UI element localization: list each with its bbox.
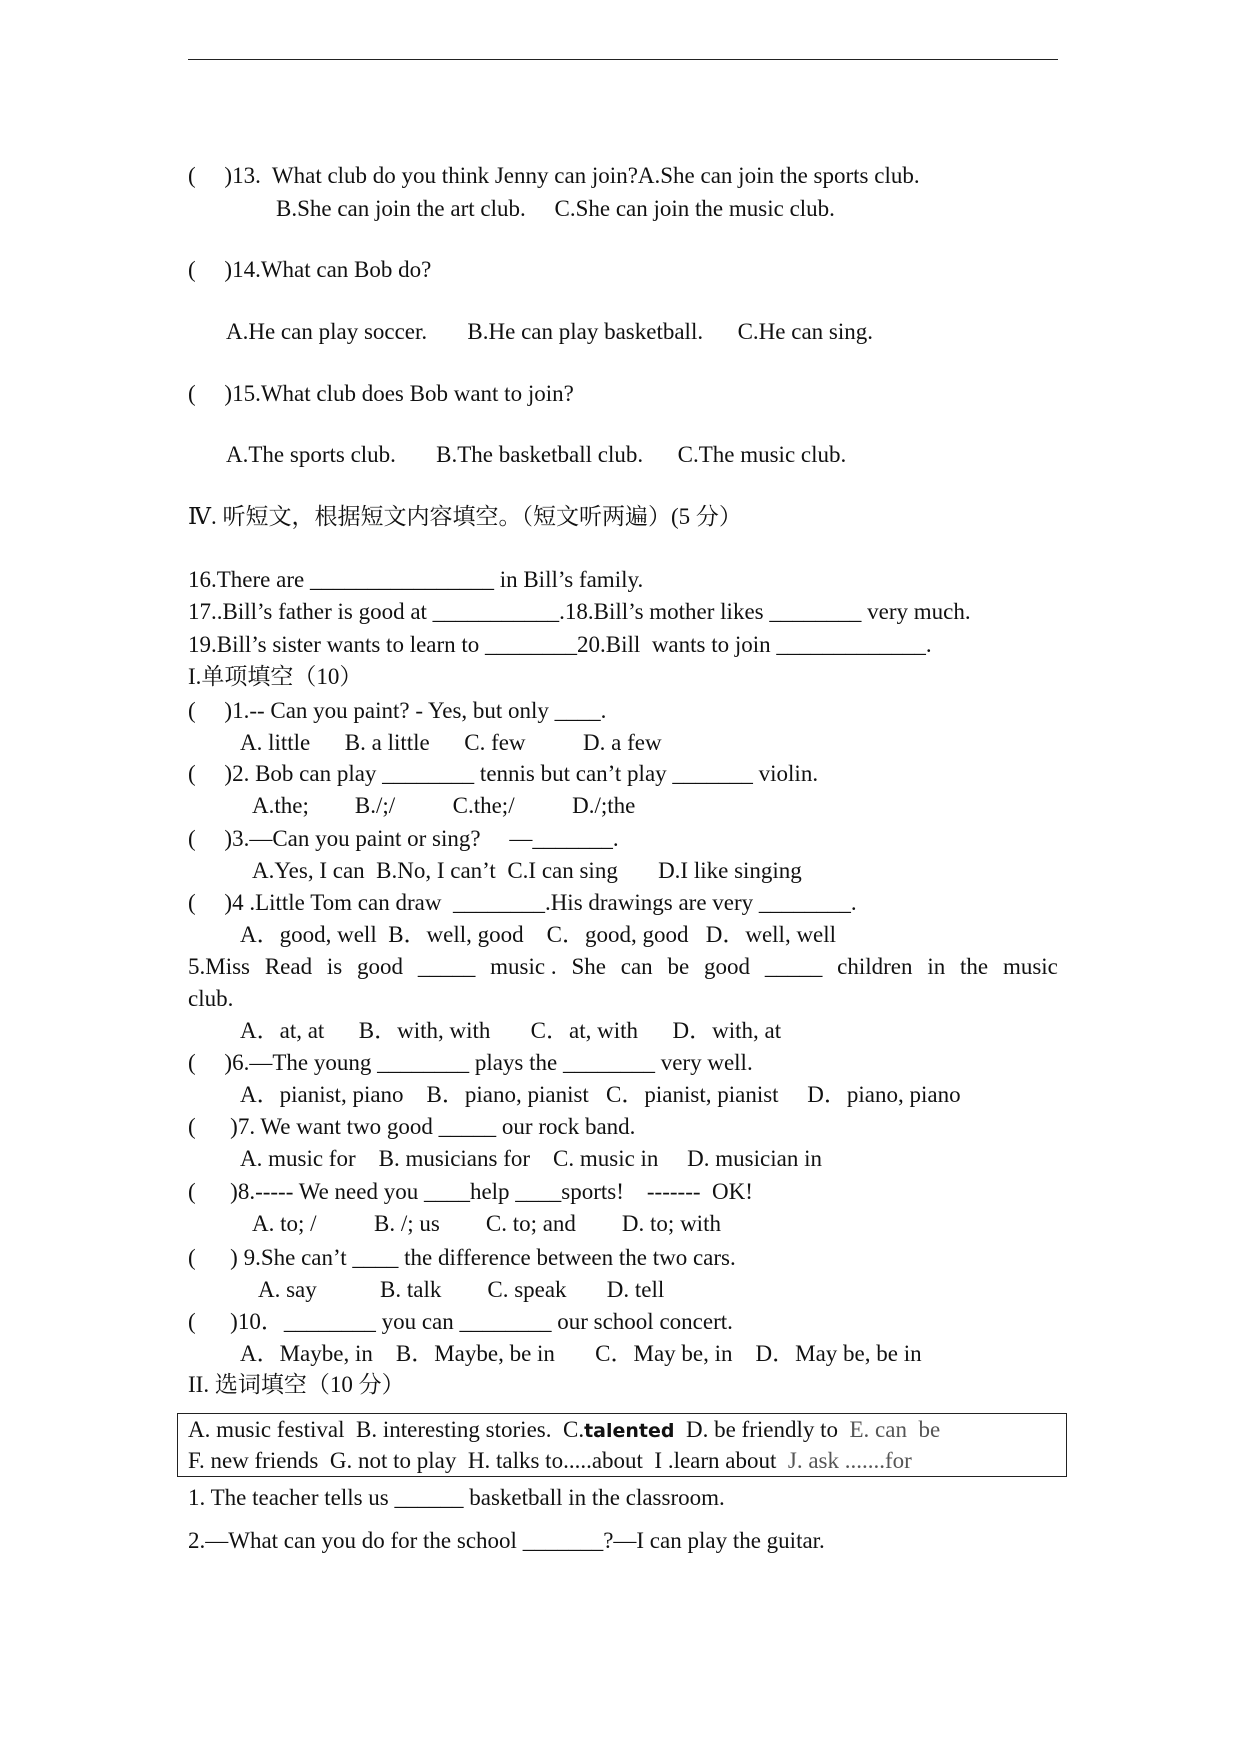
q5-word: music xyxy=(1002,954,1058,979)
word-bank-text: F. new friends G. not to play H. talks to.....about I .learn about xyxy=(188,1448,788,1473)
question-13: ( )13. What club do you think Jenny can join?A.She can join the sports club. xyxy=(188,163,920,188)
section-4-heading: Ⅳ. 听短文，根据短文内容填空。（短文听两遍）(5 分） xyxy=(188,504,742,529)
mc-question-6-options: A．pianist, piano B．piano, pianist C．pianist, pianist D．piano, piano xyxy=(240,1082,961,1107)
q5-word: is xyxy=(326,954,343,979)
question-15: ( )15.What club does Bob want to join? xyxy=(188,381,574,406)
section-2-heading: II. 选词填空（10 分） xyxy=(188,1372,405,1397)
mc-question-2-options: A.the; B./;/ C.the;/ D./;the xyxy=(252,793,636,818)
mc-question-7-options: A. music for B. musicians for C. music in D. musician in xyxy=(240,1146,822,1171)
mc-question-8-options: A. to; / B. /; us C. to; and D. to; with xyxy=(252,1211,721,1236)
mc-question-3: ( )3.—Can you paint or sing? —_______. xyxy=(188,826,619,851)
q5-word: children xyxy=(837,954,913,979)
blank-17-18: 17..Bill’s father is good at ___________.18.Bill’s mother likes ________ very much. xyxy=(188,599,971,624)
mc-question-1: ( )1.-- Can you paint? - Yes, but only ____. xyxy=(188,698,607,723)
word-bank-text: A. music festival B. interesting stories. C. xyxy=(188,1417,585,1442)
word-bank-text: E. can be xyxy=(849,1417,941,1442)
q5-word: She xyxy=(571,954,606,979)
question-14: ( )14.What can Bob do? xyxy=(188,257,432,282)
mc-question-3-options: A.Yes, I can B.No, I can’t C.I can sing D.I like singing xyxy=(252,858,802,883)
mc-question-5-continued: club. xyxy=(188,986,234,1011)
q5-word: music . xyxy=(490,954,557,979)
q5-word: good xyxy=(704,954,751,979)
q5-word: 5.Miss xyxy=(188,954,250,979)
mc-question-5-options: A．at, at B．with, with C．at, with D．with, at xyxy=(240,1018,782,1043)
mc-question-5 xyxy=(188,952,1058,982)
question-13-options: B.She can join the art club. C.She can join the music club. xyxy=(276,196,835,221)
word-bank-row-1 xyxy=(188,1415,940,1446)
mc-question-8: ( )8.----- We need you ____help ____sports! ------- OK! xyxy=(188,1179,753,1204)
mc-question-6: ( )6.—The young ________ plays the ________ very well. xyxy=(188,1050,753,1075)
mc-question-4: ( )4 .Little Tom can draw ________.His drawings are very ________. xyxy=(188,890,857,915)
q5-word: be xyxy=(667,954,690,979)
mc-question-9: ( ) 9.She can’t ____ the difference between the two cars. xyxy=(188,1245,736,1270)
word-bank-text: D. be friendly to xyxy=(674,1417,850,1442)
q5-word: Read xyxy=(264,954,313,979)
mc-question-2: ( )2. Bob can play ________ tennis but can’t play _______ violin. xyxy=(188,761,819,786)
mc-question-4-options: A．good, well B．well, good C．good, good D．well, well xyxy=(240,922,837,947)
q5-word: can xyxy=(620,954,653,979)
section-1-heading: I.单项填空（10） xyxy=(188,664,363,689)
word-bank-talented: talented xyxy=(584,1420,675,1442)
q5-word: the xyxy=(960,954,989,979)
question-15-options: A.The sports club. B.The basketball club. C.The music club. xyxy=(226,442,847,467)
word-bank-row-2 xyxy=(188,1446,912,1476)
mc-question-10: ( )10．________ you can ________ our school concert. xyxy=(188,1309,733,1334)
header-rule xyxy=(188,59,1058,60)
fill-sentence-1: 1. The teacher tells us ______ basketball in the classroom. xyxy=(188,1485,725,1510)
q5-word: in xyxy=(927,954,946,979)
blank-16: 16.There are ________________ in Bill’s family. xyxy=(188,567,644,592)
fill-sentence-2: 2.—What can you do for the school _______?—I can play the guitar. xyxy=(188,1528,825,1553)
word-bank-text: J. ask .......for xyxy=(787,1448,912,1473)
q5-blank: _____ xyxy=(417,954,476,979)
question-14-options: A.He can play soccer. B.He can play basketball. C.He can sing. xyxy=(226,319,873,344)
mc-question-10-options: A．Maybe, in B．Maybe, be in C．May be, in D．May be, be in xyxy=(240,1341,922,1366)
blank-19-20: 19.Bill’s sister wants to learn to ________20.Bill wants to join _____________. xyxy=(188,632,932,657)
mc-question-7: ( )7. We want two good _____ our rock band. xyxy=(188,1114,636,1139)
mc-question-9-options: A. say B. talk C. speak D. tell xyxy=(258,1277,665,1302)
mc-question-1-options: A. little B. a little C. few D. a few xyxy=(240,730,662,755)
q5-blank: _____ xyxy=(764,954,823,979)
q5-word: good xyxy=(357,954,404,979)
word-bank-box xyxy=(177,1413,1067,1477)
